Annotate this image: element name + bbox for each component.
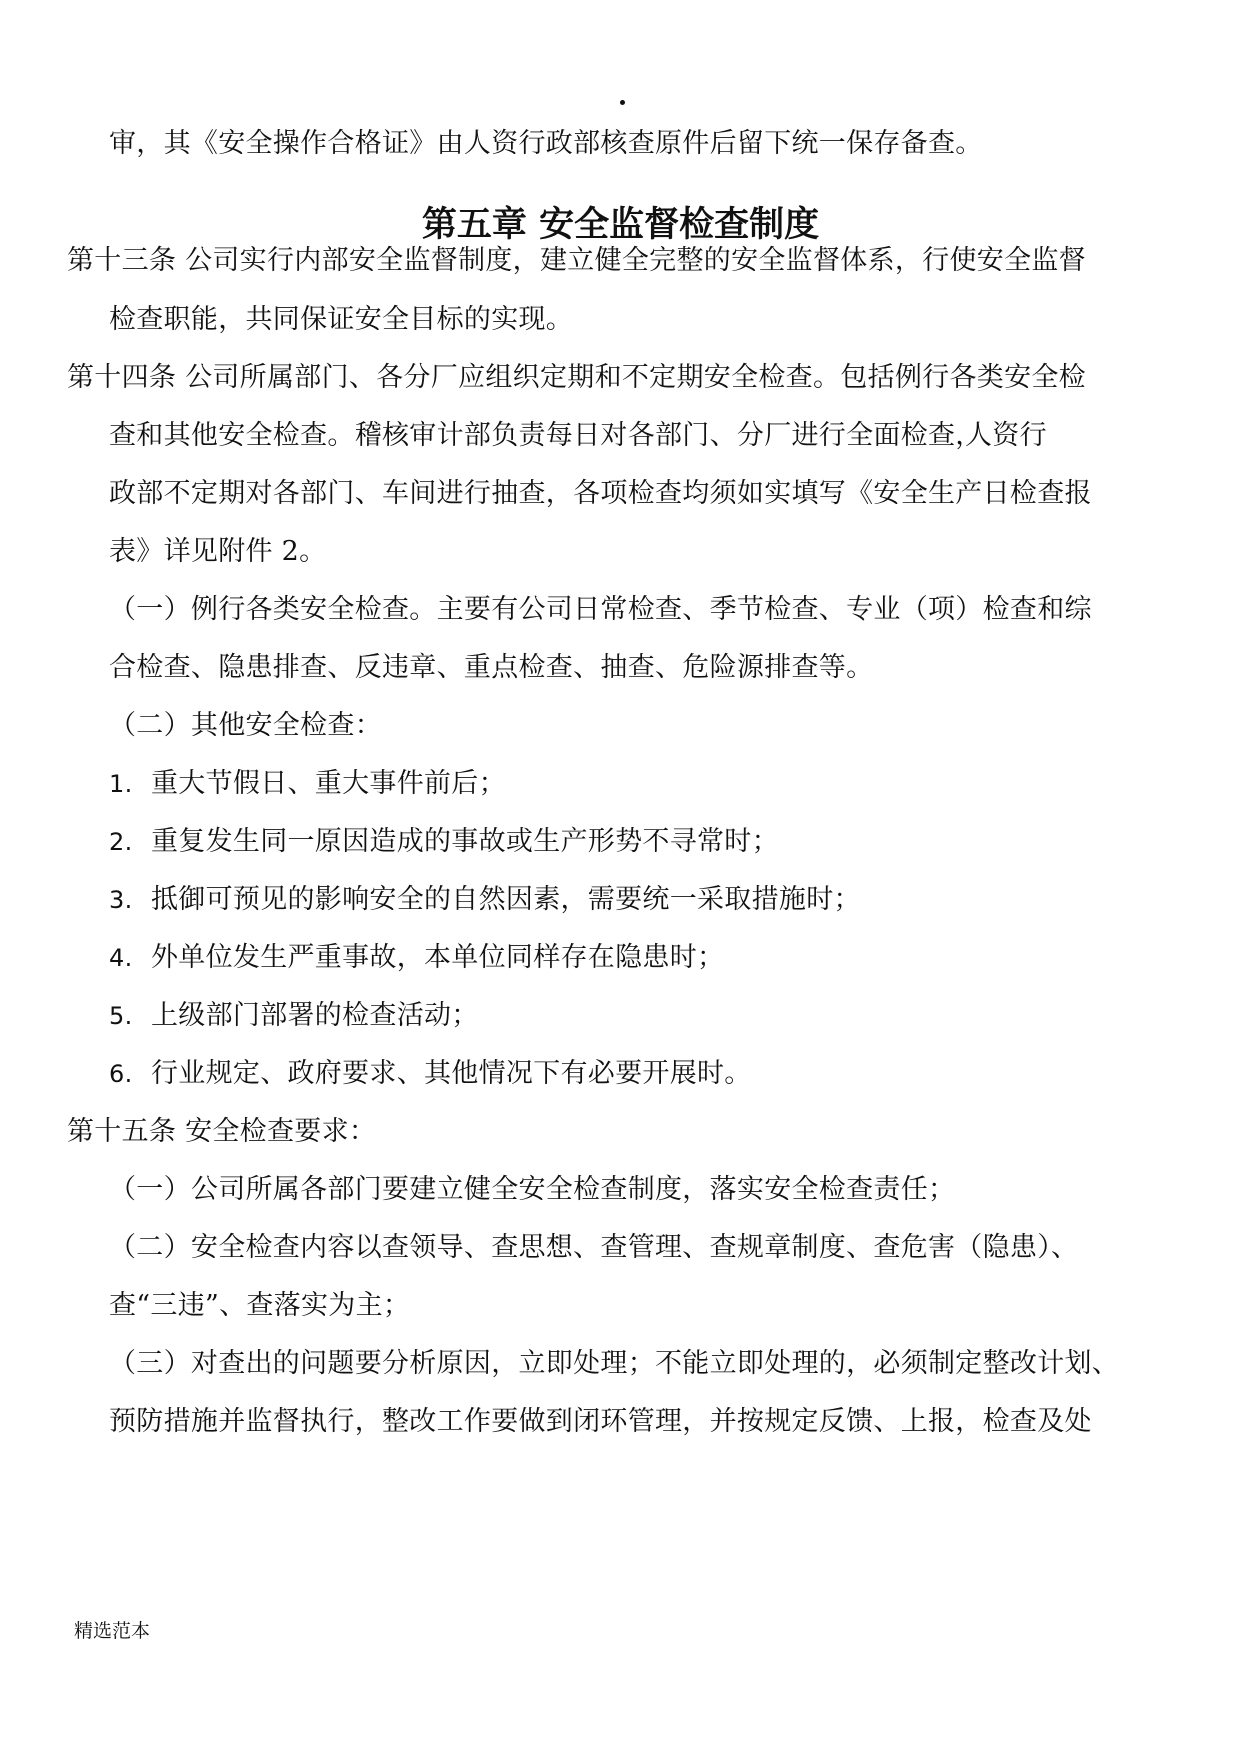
chapter-title: 第五章 安全监督检查制度 <box>421 205 820 245</box>
list-text: 外单位发生严重事故，本单位同样存在隐患时； <box>151 942 725 973</box>
item-routine-line-2: 合检查、隐患排查、反违章、重点检查、抽查、危险源排查等。 <box>109 652 874 683</box>
requirement-1: （一）公司所属各部门要建立健全安全检查制度，落实安全检查责任； <box>109 1174 956 1205</box>
list-number: 2. <box>109 828 133 856</box>
requirement-3-line-1: （三）对查出的问题要分析原因，立即处理；不能立即处理的，必须制定整改计划、 <box>109 1348 1120 1379</box>
list-number: 6. <box>109 1060 133 1088</box>
article-14-line-1: 第十四条 公司所属部门、各分厂应组织定期和不定期安全检查。包括例行各类安全检 <box>67 362 1086 393</box>
article-14-line-4: 表》详见附件 2。 <box>109 536 327 567</box>
list-number: 1. <box>109 770 133 798</box>
list-item <box>109 941 724 975</box>
requirement-3-line-2: 预防措施并监督执行，整改工作要做到闭环管理，并按规定反馈、上报，检查及处 <box>109 1406 1092 1437</box>
list-item <box>109 883 861 917</box>
page-footer: 精选范本 <box>74 1620 151 1642</box>
list-text: 重大节假日、重大事件前后； <box>151 768 506 799</box>
list-text: 抵御可预见的影响安全的自然因素，需要统一采取措施时； <box>151 884 861 915</box>
list-number: 4. <box>109 944 133 972</box>
list-item <box>109 1057 752 1091</box>
article-13-line-1: 第十三条 公司实行内部安全监督制度，建立健全完整的安全监督体系，行使安全监督 <box>67 245 1086 276</box>
list-text: 上级部门部署的检查活动； <box>151 1000 479 1031</box>
list-item <box>109 999 479 1033</box>
article-15-heading: 第十五条 安全检查要求： <box>67 1116 377 1147</box>
requirement-2-line-2: 查“三违”、查落实为主； <box>109 1290 411 1321</box>
article-14-line-2-tail: 人资行 <box>965 420 1047 451</box>
header-mark <box>620 100 625 105</box>
item-routine-line-1: （一）例行各类安全检查。主要有公司日常检查、季节检查、专业（项）检查和综 <box>109 594 1092 625</box>
list-number: 3. <box>109 886 133 914</box>
article-13-line-2: 检查职能，共同保证安全目标的实现。 <box>109 304 574 335</box>
article-14-line-2-text: 查和其他安全检查。稽核审计部负责每日对各部门、分厂进行全面检查， <box>109 420 983 451</box>
list-text: 行业规定、政府要求、其他情况下有必要开展时。 <box>151 1058 752 1089</box>
article-14-line-2 <box>109 419 983 453</box>
article-14-line-3: 政部不定期对各部门、车间进行抽查，各项检查均须如实填写《安全生产日检查报 <box>109 478 1092 509</box>
list-item <box>109 825 779 859</box>
item-other-heading: （二）其他安全检查： <box>109 710 382 741</box>
requirement-2-line-1: （二）安全检查内容以查领导、查思想、查管理、查规章制度、查危害（隐患）、 <box>109 1232 1079 1263</box>
paragraph-line: 审，其《安全操作合格证》由人资行政部核查原件后留下统一保存备查。 <box>109 128 983 159</box>
list-number: 5. <box>109 1002 133 1030</box>
list-text: 重复发生同一原因造成的事故或生产形势不寻常时； <box>151 826 779 857</box>
list-item <box>109 767 506 801</box>
